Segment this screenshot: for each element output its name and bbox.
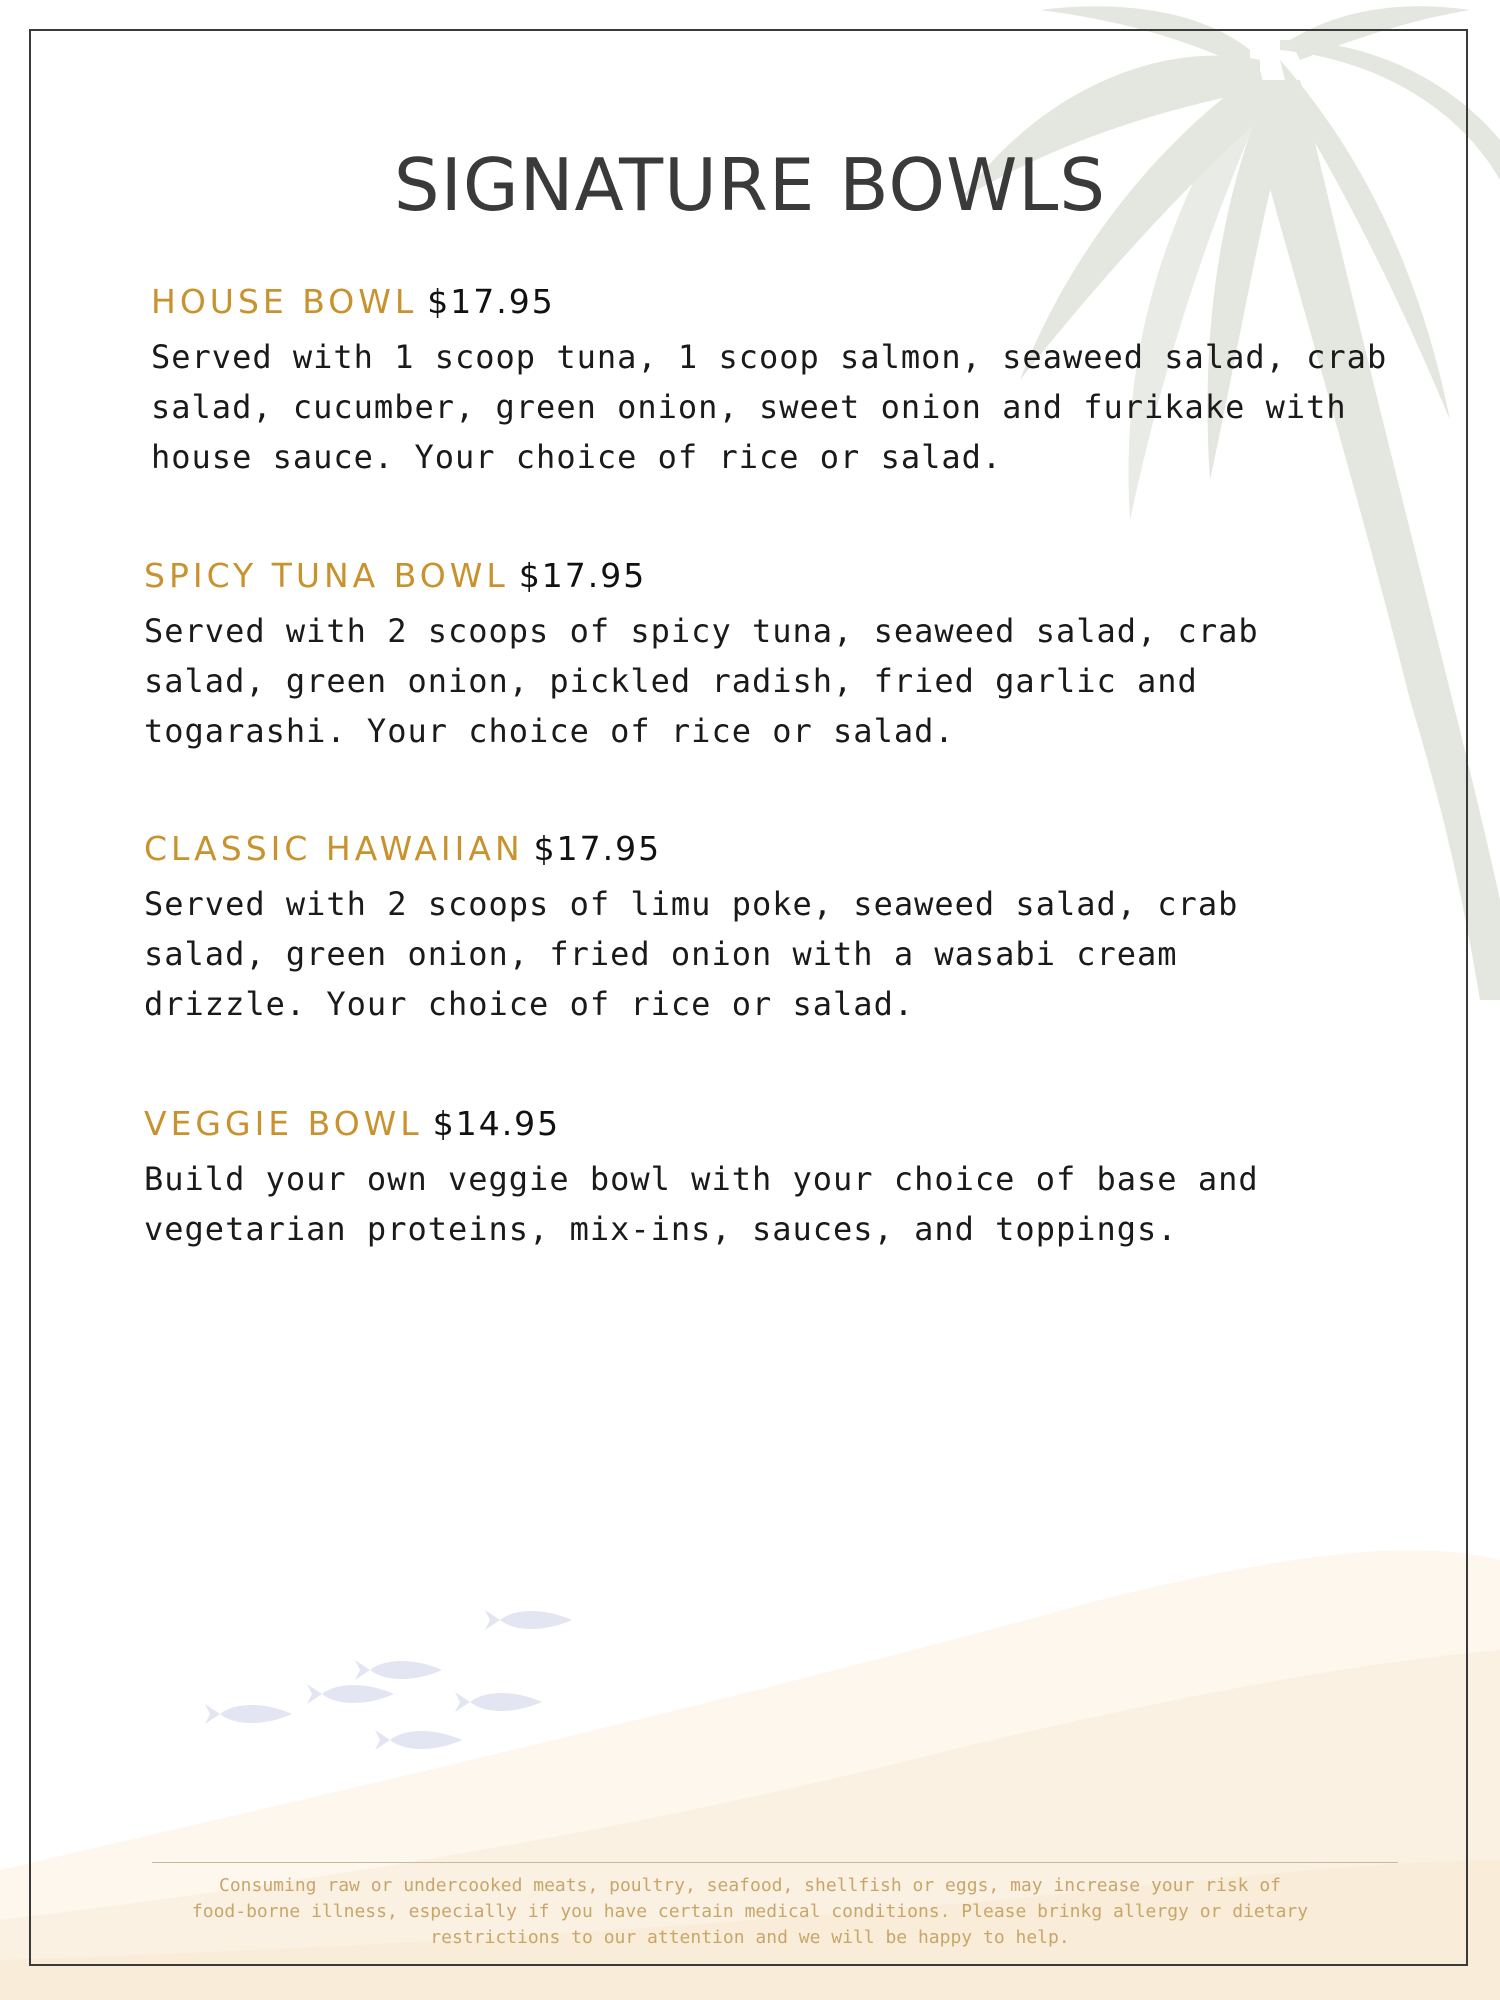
- menu-item-description: [144, 1154, 1259, 1254]
- description-line: Served with 2 scoops of limu poke, seaweed salad, crab: [144, 885, 1239, 923]
- footer-divider: [152, 1862, 1398, 1863]
- menu-item-header: [144, 1102, 1259, 1146]
- allergy-disclaimer: [120, 1873, 1380, 1951]
- menu-item-header: [151, 280, 1387, 324]
- description-line: salad, green onion, fried onion with a wasabi cream: [144, 935, 1178, 973]
- menu-item-price: $17.95: [518, 556, 647, 595]
- menu-item-spicy-tuna-bowl: [144, 554, 1259, 756]
- menu-item-header: [144, 827, 1238, 871]
- menu-item-price: $14.95: [432, 1104, 561, 1143]
- description-line: Served with 2 scoops of spicy tuna, seaweed salad, crab: [144, 612, 1259, 650]
- menu-item-description: [144, 879, 1238, 1029]
- menu-item-header: [144, 554, 1259, 598]
- description-line: salad, green onion, pickled radish, fried garlic and: [144, 662, 1198, 700]
- description-line: togarashi. Your choice of rice or salad.: [144, 712, 955, 750]
- description-line: drizzle. Your choice of rice or salad.: [144, 985, 915, 1023]
- disclaimer-line: restrictions to our attention and we will be happy to help.: [430, 1927, 1070, 1948]
- menu-item-price: $17.95: [427, 282, 555, 321]
- description-line: Build your own veggie bowl with your choice of base and: [144, 1160, 1259, 1198]
- page-title: SIGNATURE BOWLS: [393, 143, 1107, 227]
- menu-item-name: HOUSE BOWL: [151, 282, 418, 321]
- description-line: house sauce. Your choice of rice or salad.: [151, 438, 1003, 476]
- menu-item-name: VEGGIE BOWL: [144, 1104, 423, 1143]
- menu-item-description: [151, 332, 1387, 482]
- menu-item-house-bowl: [151, 280, 1387, 482]
- disclaimer-line: food-borne illness, especially if you have certain medical conditions. Please brinkg allergy or dietary: [191, 1901, 1309, 1922]
- description-line: Served with 1 scoop tuna, 1 scoop salmon, seaweed salad, crab: [151, 338, 1388, 376]
- disclaimer-line: Consuming raw or undercooked meats, poultry, seafood, shellfish or eggs, may increase your risk of: [218, 1875, 1282, 1896]
- menu-item-name: SPICY TUNA BOWL: [144, 556, 509, 595]
- description-line: salad, cucumber, green onion, sweet onion and furikake with: [151, 388, 1347, 426]
- menu-item-name: CLASSIC HAWAIIAN: [144, 829, 524, 868]
- menu-item-description: [144, 606, 1259, 756]
- menu-item-price: $17.95: [533, 829, 662, 868]
- menu-item-classic-hawaiian: [144, 827, 1238, 1029]
- menu-item-veggie-bowl: [144, 1102, 1259, 1254]
- description-line: vegetarian proteins, mix-ins, sauces, and toppings.: [144, 1210, 1178, 1248]
